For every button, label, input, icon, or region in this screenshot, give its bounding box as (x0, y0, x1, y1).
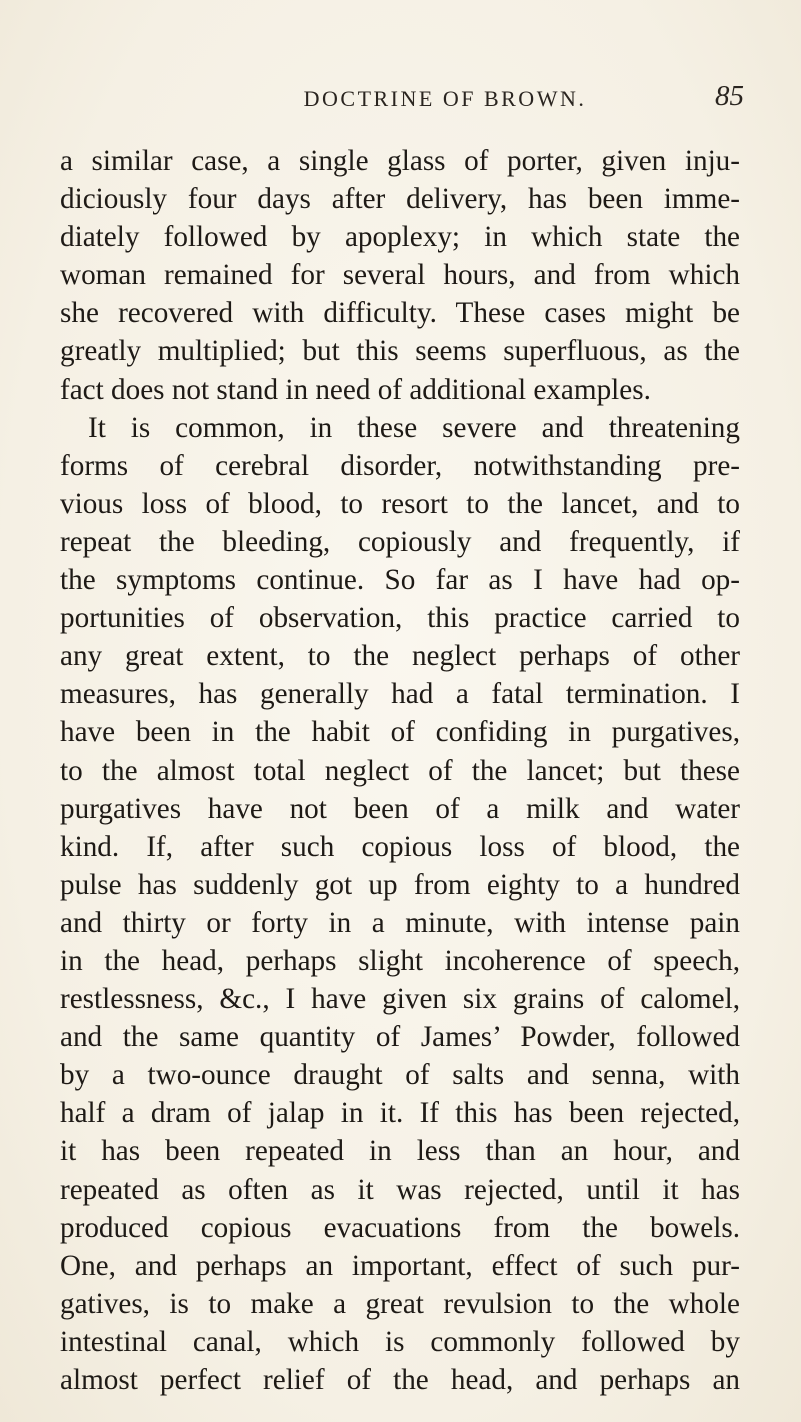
text-line: vious loss of blood, to resort to the lancet, and to (60, 487, 740, 520)
text-line: restlessness, &c., I have given six grains of calomel, (60, 983, 740, 1016)
text-line: and the same quantity of James’ Powder, followed (60, 1021, 740, 1054)
text-line: It is common, in these severe and threatening (88, 411, 740, 444)
text-line: and thirty or forty in a minute, with intense pain (60, 906, 740, 939)
text-line: it has been repeated in less than an hour, and (60, 1135, 740, 1168)
running-head: DOCTRINE OF BROWN. (303, 86, 587, 111)
text-line: have been in the habit of confiding in purgatives, (60, 716, 740, 749)
text-line: purgatives have not been of a milk and water (60, 792, 740, 825)
text-line: repeated as often as it was rejected, until it has (60, 1173, 740, 1206)
text-line: almost perfect relief of the head, and perhaps an (60, 1364, 740, 1396)
text-line: woman remained for several hours, and from which (60, 259, 740, 292)
text-line: a similar case, a single glass of porter, given inju- (60, 145, 740, 177)
text-line: measures, has generally had a fatal termination. I (60, 678, 740, 711)
text-line: gatives, is to make a great revulsion to the whole (60, 1287, 740, 1320)
text-line: by a two-ounce draught of salts and senna, with (60, 1059, 740, 1092)
text-line: she recovered with difficulty. These cases might be (60, 297, 740, 330)
text-line: repeat the bleeding, copiously and frequently, if (60, 525, 740, 558)
text-line: portunities of observation, this practice carried to (60, 602, 740, 635)
text-line: produced copious evacuations from the bowels. (60, 1211, 740, 1244)
text-line: in the head, perhaps slight incoherence of speech, (60, 944, 740, 977)
text-line: half a dram of jalap in it. If this has been rejected, (60, 1097, 740, 1130)
text-line: kind. If, after such copious loss of blood, the (60, 830, 740, 863)
text-line: intestinal canal, which is commonly followed by (60, 1325, 740, 1358)
text-line: any great extent, to the neglect perhaps of other (60, 640, 740, 673)
text-line: diately followed by apoplexy; in which state the (60, 221, 740, 254)
text-line: fact does not stand in need of additional examples. (60, 373, 651, 406)
text-line: One, and perhaps an important, effect of such pur- (60, 1249, 740, 1282)
text-line: forms of cerebral disorder, notwithstanding pre- (60, 449, 740, 482)
body-text (60, 142, 740, 1399)
text-line: pulse has suddenly got up from eighty to a hundred (60, 868, 740, 901)
text-line: diciously four days after delivery, has been imme- (60, 183, 740, 216)
page-number: 85 (715, 80, 744, 112)
text-line: to the almost total neglect of the lancet; but these (60, 754, 740, 787)
text-line: the symptoms continue. So far as I have had op- (60, 564, 740, 597)
text-line: greatly multiplied; but this seems superfluous, as the (60, 335, 740, 368)
